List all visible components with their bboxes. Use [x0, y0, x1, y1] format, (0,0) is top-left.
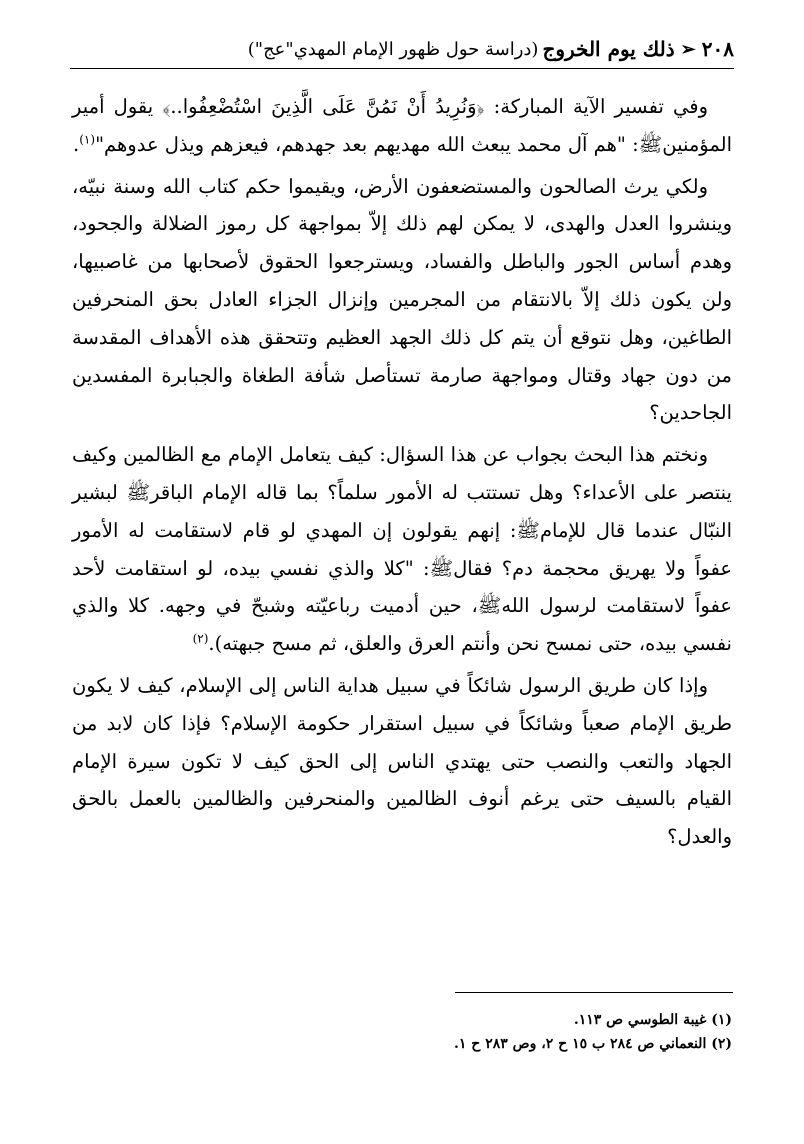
footnote-separator	[455, 992, 733, 993]
header-rule	[70, 68, 734, 69]
book-subtitle: (دراسة حول ظهور الإمام المهدي"عج")	[247, 38, 539, 60]
arrow-icon: ➢	[680, 38, 696, 60]
book-title: ذلك يوم الخروج	[542, 37, 675, 61]
body-text	[72, 88, 732, 860]
paragraph: وإذا كان طريق الرسول شائكاً في سبيل هداية الناس إلى الإسلام، كيف لا يكون طريق الإمام صعباً وشائكاً في سبيل استقرار حكومة الإسلام؟ فإذا كان لابد من الجهاد والتعب والنصب حتى يهتدي الناس إلى الحق كيف لا تكون سيرة الإمام القيام بالسيف حتى يرغم أنوف الظالمين والمنحرفين والظالمين بالعمل بالحق والعدل؟	[72, 673, 732, 849]
running-header	[70, 30, 734, 68]
footnote-ref: (١)	[79, 132, 96, 147]
footnote: (٢) النعماني ص ٢٨٤ ب ١٥ ح ٢، وص ٢٨٣ ح ١.	[454, 1036, 732, 1052]
footnote-ref: (٢)	[192, 631, 209, 646]
page-number: ٢٠٨	[701, 37, 734, 61]
paragraph: وفي تفسير الآية المباركة: ﴿وَنُرِيدُ أَنْ نَمُنَّ عَلَى الَّذِينَ اسْتُضْعِفُوا..﴾ يقول أمير المؤمنينﷺ: "هم آل محمد يبعث الله مهديهم بعد جهدهم، فيعزهم ويذل عدوهم"$^{(١)}$.	[72, 95, 732, 156]
footnote: (١) غيبة الطوسي ص ١١٣.	[573, 1012, 732, 1028]
paragraph: ولكي يرث الصالحون والمستضعفون الأرض، ويقيموا حكم كتاب الله وسنة نبيّه، وينشروا العدل والهدى، لا يمكن لهم ذلك إلاّ بمواجهة كل رموز الضلالة والجحود، وهدم أساس الجور والباطل والفساد، ويسترجعوا الحقوق لأصحابها من غاصبيها، ولن يكون ذلك إلاّ بالانتقام من المجرمين وإنزال الجزاء العادل بحق المنحرفين الطاغين، وهل نتوقع أن يتم كل ذلك الجهد العظيم وتتحقق هذه الأهداف المقدسة من دون جهاد وقتال ومواجهة صارمة تستأصل شأفة الطغاة والجبابرة المفسدين الجاحدين؟	[72, 174, 732, 425]
paragraph: ونختم هذا البحث بجواب عن هذا السؤال: كيف يتعامل الإمام مع الظالمين وكيف ينتصر على الأعداء؟ وهل تستتب له الأمور سلماً؟ بما قاله الإمام الباقرﷺ لبشير النبّال عندما قال للإمامﷺ: إنهم يقولون إن المهدي لو قام لاستقامت له الأمور عفواً ولا يهريق محجمة دم؟ فقالﷺ: "كلا والذي نفسي بيده، لو استقامت لأحد عفواً لاستقامت لرسول اللهﷺ، حين أدميت رباعيّته وشبحّ في وجهه. كلا والذي نفسي بيده، حتى نمسح نحن وأنتم العرق والعلق، ثم مسح جبهته).$^{(٢)}$	[72, 443, 732, 656]
footnotes	[72, 1008, 732, 1056]
